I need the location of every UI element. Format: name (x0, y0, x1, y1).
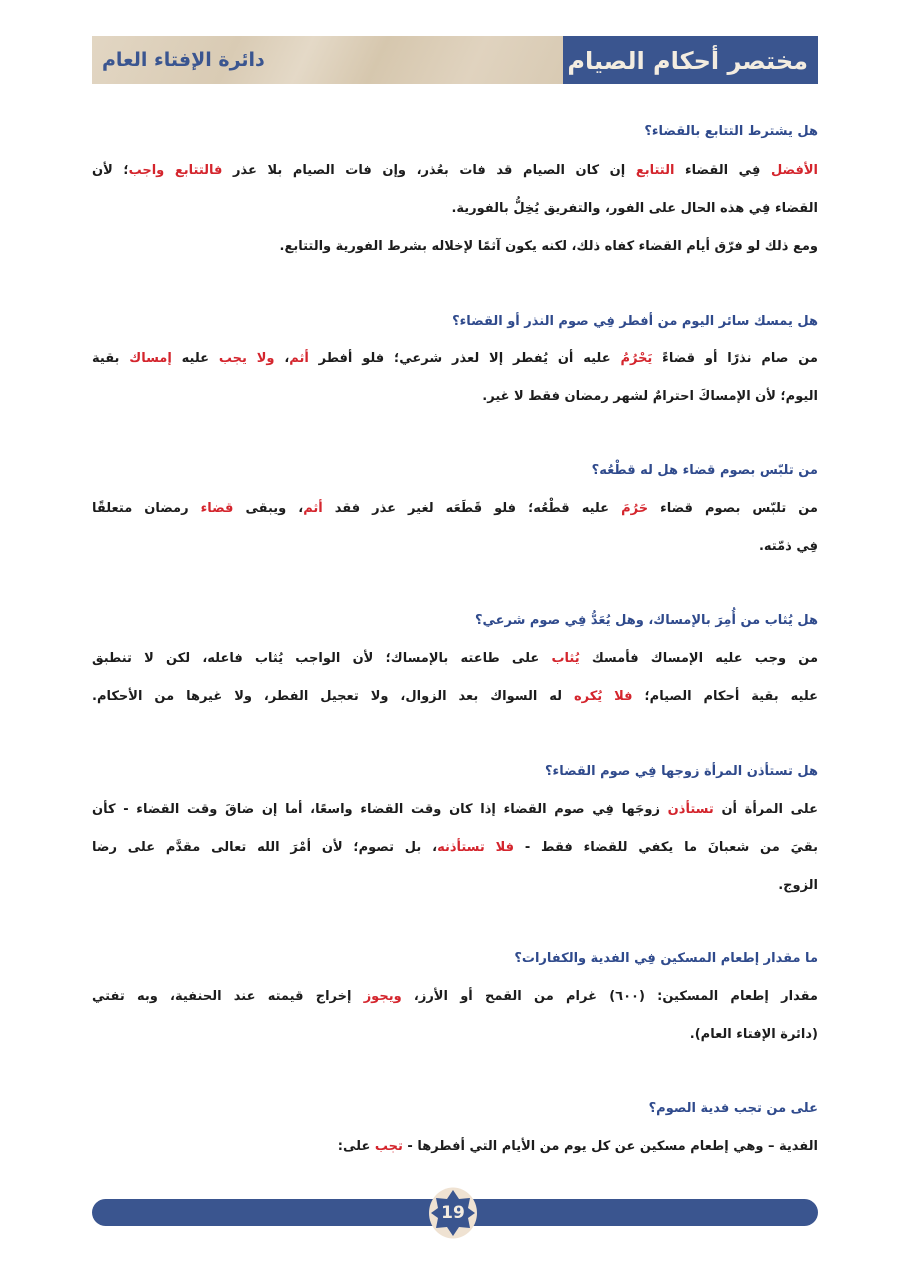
highlighted-term: يُثاب (551, 651, 580, 666)
highlighted-term: ولا يجب (218, 351, 275, 366)
answer-text: من صام نذرًا أو قضاءً (652, 351, 818, 366)
highlighted-term: فلا يُكره (573, 689, 633, 704)
answer-text: ؛ لأن (92, 163, 129, 178)
header-title-box (563, 36, 818, 84)
page-header (92, 36, 818, 84)
answer-text: فِي القضاء (674, 163, 771, 178)
highlighted-term: التتابع (635, 163, 675, 178)
answer-text: عليه قطْعُه؛ فلو قَطَعَه لغير عذر فقد (322, 501, 622, 516)
answer-text: عليه (171, 351, 219, 366)
answer-line (92, 649, 818, 669)
header-band (92, 36, 564, 84)
header-title: مختصر أحكام الصيام (567, 47, 808, 75)
answer-line (92, 349, 818, 369)
highlighted-term: حَرُمَ (621, 501, 649, 516)
highlighted-term: فالتتابع واجب (128, 163, 223, 178)
highlighted-term: يَحْرُمُ (620, 351, 653, 366)
answer-text: له السواك بعد الزوال، ولا تعجيل الفطر، ولا غيرها من الأحكام. (92, 689, 574, 704)
answer-text: على طاعته بالإمساك؛ لأن الواجب يُثاب فاعله، لكن لا تنطبق (92, 651, 552, 666)
answer-text: اليوم؛ لأن الإمساكَ احترامٌ لشهر رمضان فقط لا غير. (482, 389, 818, 404)
answer-text: ، (274, 351, 290, 366)
header-organization: دائرة الإفتاء العام (102, 49, 265, 71)
answer-text: القضاء فِي هذه الحال على الفور، والتفريق يُخِلُّ بالفورية. (451, 201, 818, 216)
answer-text: بقيَ من شعبانَ ما يكفي للقضاء فقط - (514, 840, 818, 855)
answer-line (92, 800, 818, 820)
answer-text: عليه أن يُفطر إلا لعذر شرعي؛ فلو أفطر (308, 351, 621, 366)
answer-line (92, 987, 818, 1007)
answer-text: ، ويبقى (233, 501, 304, 516)
answer-text: عليه بقية أحكام الصيام؛ (632, 689, 819, 704)
answer-text: على المرأة أن (713, 802, 818, 817)
highlighted-term: أثم (289, 351, 309, 366)
answer-text: بقية (92, 351, 130, 366)
answer-line (92, 199, 818, 219)
answer-line (92, 499, 818, 519)
answer-text: فِي ذمّته. (758, 539, 818, 554)
section-question: هل تستأذن المرأة زوجها فِي صوم القضاء؟ (545, 764, 818, 779)
answer-text: إخراج قيمته عند الحنفية، وبه تفتي (92, 989, 364, 1004)
page-number: 19 (441, 1203, 465, 1223)
answer-text: ، بل تصوم؛ لأن أمْرَ الله تعالى مقدَّم على رضا (92, 840, 438, 855)
answer-text: رمضان متعلقًا (92, 501, 201, 516)
answer-text: ومع ذلك لو فرّق أيام القضاء كفاه ذلك، لكنه يكون آثمًا لإخلاله بشرط الفورية والتتابع. (279, 239, 818, 254)
answer-text: الفدية – وهي إطعام مسكين عن كل يوم من الأيام التي أفطرها - (402, 1139, 818, 1154)
answer-line (92, 537, 818, 557)
section-question: ما مقدار إطعام المسكين فِي الفدية والكفارات؟ (514, 951, 818, 966)
highlighted-term: إمساك (129, 351, 172, 366)
answer-text: إن كان الصيام قد فات بعُذر، وإن فات الصيام بلا عذر (222, 163, 636, 178)
answer-text: مقدار إطعام المسكين: (٦٠٠) غرام من القمح أو الأرز، (401, 989, 818, 1004)
highlighted-term: قضاء (200, 501, 234, 516)
answer-line (92, 1137, 818, 1157)
answer-line (92, 237, 818, 257)
highlighted-term: تجب (374, 1139, 403, 1154)
answer-line (92, 687, 818, 707)
answer-text: الزوج. (778, 878, 818, 893)
answer-line (92, 1025, 818, 1045)
answer-text: (دائرة الإفتاء العام). (689, 1027, 818, 1042)
answer-line (92, 161, 818, 181)
section-question: على من تجب فدية الصوم؟ (648, 1101, 818, 1116)
answer-line (92, 838, 818, 858)
answer-text: من تلبّس بصوم قضاء (648, 501, 818, 516)
answer-line (92, 876, 818, 896)
section-question: هل يشترط التتابع بالقضاء؟ (644, 124, 818, 139)
section-question: هل يُثاب من أُمِرَ بالإمساك، وهل يُعَدُّ فِي صوم شرعي؟ (474, 613, 818, 628)
answer-text: على: (337, 1139, 375, 1154)
highlighted-term: أثم (303, 501, 323, 516)
answer-line (92, 387, 818, 407)
section-question: من تلبّس بصوم قضاء هل له قطْعُه؟ (591, 463, 818, 478)
highlighted-term: الأفضل (770, 163, 818, 178)
highlighted-term: ويجوز (363, 989, 402, 1004)
highlighted-term: تستأذن (667, 802, 714, 817)
highlighted-term: فلا تستأذنه (437, 840, 514, 855)
answer-text: زوجَها فِي صوم القضاء إذا كان وقت القضاء واسعًا، أما إن ضاقَ وقت القضاء - كأن (92, 802, 668, 817)
answer-text: من وجب عليه الإمساك فأمسك (579, 651, 818, 666)
section-question: هل يمسك سائر اليوم من أفطر فِي صوم النذر أو القضاء؟ (452, 314, 818, 329)
